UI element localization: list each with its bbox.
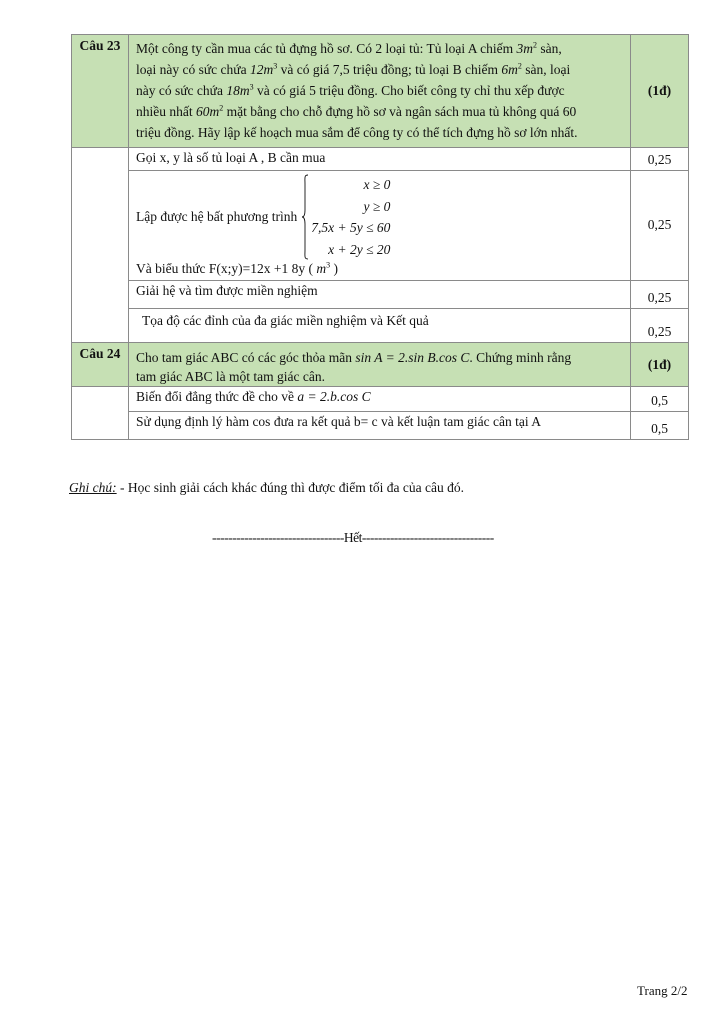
q23-step-2-row <box>72 171 689 281</box>
q23-step-2-score: 0,25 <box>631 171 689 281</box>
q24-step-1-text: Biến đổi đẳng thức đề cho về a = 2.b.cos C <box>129 387 631 412</box>
objective-expression: Và biểu thức F(x;y)=12x +1 8y ( $m^3$ ) <box>136 260 339 276</box>
q24-points: (1đ) <box>631 343 689 387</box>
q23-step-2-content <box>129 171 631 281</box>
q24-question: Cho tam giác ABC có các góc thỏa mãn sin A = 2.sin B.cos C. Chứng minh rằng tam giác ABC là một tam giác cân. <box>129 343 631 387</box>
left-brace <box>301 174 309 260</box>
q23-question: Một công ty cần mua các tủ đựng hồ sơ. Có 2 loại tủ: Tủ loại A chiếm $3m^2$ sàn, loại này có sức chứa $12m^3$ và có giá 7,5 triệu đồng; tủ loại B chiếm $6m^2$ sàn, loại này có sức chứa $18m^3$ và có giá 5 triệu đồng. Cho biết công ty chỉ thu xếp được nhiều nhất $60m^2$ mặt bằng cho chỗ đựng hồ sơ và ngân sách mua tủ không quá 60 triệu đồng. Hãy lập kế hoạch mua sắm để công ty có thể tích đựng hồ sơ lớn nhất. <box>129 35 631 148</box>
inequality-4: x + 2y ≤ 20 <box>328 241 391 257</box>
q23-points: (1đ) <box>631 35 689 148</box>
inequality-1: x ≥ 0 <box>363 177 391 192</box>
q24-label: Câu 24 <box>72 343 129 387</box>
q23-step-1-row <box>72 148 689 171</box>
q23-step-3-score: 0,25 <box>631 281 689 309</box>
grading-table <box>71 34 689 440</box>
brace-icon <box>301 174 309 260</box>
inequality-system <box>136 174 624 260</box>
inequalities <box>309 174 390 260</box>
q23-step-4-text: Tọa độ các đỉnh của đa giác miền nghiệm và Kết quả <box>129 309 631 343</box>
note-text: - Học sinh giải cách khác đúng thì được điểm tối đa của câu đó. <box>116 480 464 495</box>
q24-empty-cell <box>72 387 129 440</box>
q24-step-1-row <box>72 387 689 412</box>
q24-step-2-score: 0,5 <box>631 412 689 440</box>
page-number: Trang 2/2 <box>637 983 688 998</box>
grading-note <box>69 480 464 496</box>
q23-step-1-text: Gọi x, y là số tủ loại A , B cần mua <box>129 148 631 171</box>
inequality-3: 7,5x + 5y ≤ 60 <box>311 220 391 235</box>
q23-header-row <box>72 35 689 148</box>
note-label: Ghi chú: <box>69 480 117 495</box>
q24-step-2-row <box>72 412 689 440</box>
q23-empty-cell <box>72 148 129 343</box>
q23-step-3-row <box>72 281 689 309</box>
q24-step-1-score: 0,5 <box>631 387 689 412</box>
q23-label: Câu 23 <box>72 35 129 148</box>
q23-step-4-row <box>72 309 689 343</box>
system-label: Lập được hệ bất phương trình <box>136 209 298 224</box>
q24-header-row <box>72 343 689 387</box>
q23-step-1-score: 0,25 <box>631 148 689 171</box>
q23-step-3-text: Giải hệ và tìm được miền nghiệm <box>129 281 631 309</box>
q23-step-4-score: 0,25 <box>631 309 689 343</box>
inequality-2: y ≥ 0 <box>363 198 391 214</box>
end-marker: ---------------------------------Hết--------------------------------- <box>212 530 494 545</box>
q24-step-2-text: Sử dụng định lý hàm cos đưa ra kết quả b= c và kết luận tam giác cân tại A <box>129 412 631 440</box>
